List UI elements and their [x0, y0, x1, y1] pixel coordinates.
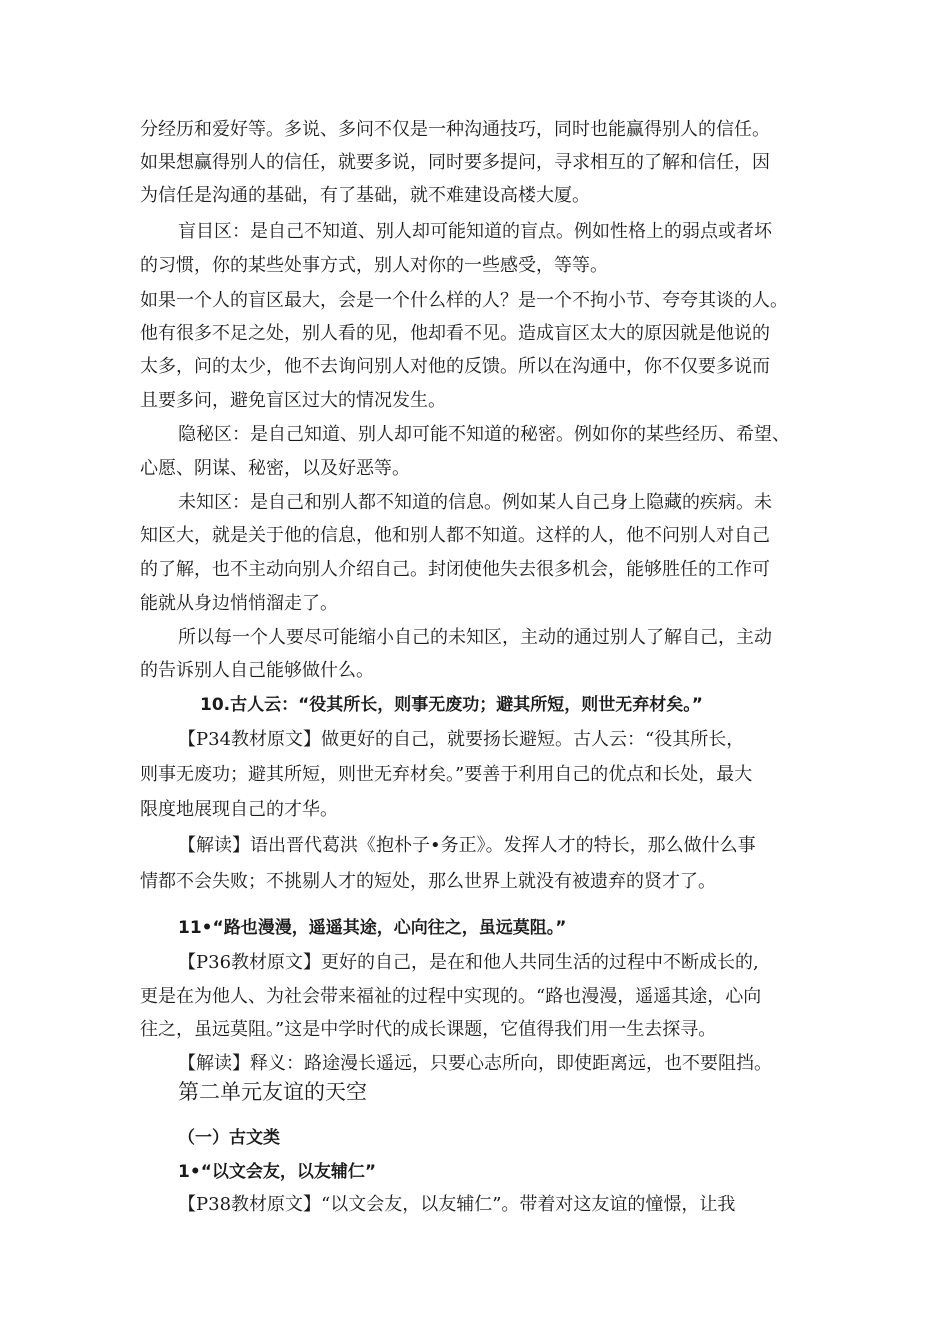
text-line: 隐秘区：是自己知道、别人却可能不知道的秘密。例如你的某些经历、希望、 — [178, 424, 790, 445]
text-line: 如果想赢得别人的信任，就要多说，同时要多提问，寻求相互的了解和信任，因 — [140, 152, 770, 173]
text-line: 太多，问的太少，他不去询问别人对他的反馈。所以在沟通中，你不仅要多说而 — [140, 356, 770, 377]
unit-title: 第二单元友谊的天空 — [178, 1080, 367, 1104]
text-line: 未知区：是自己和别人都不知道的信息。例如某人自己身上隐藏的疾病。未 — [178, 492, 772, 513]
text-line: 则事无废功；避其所短，则世无弃材矣。”要善于利用自己的优点和长处，最大 — [140, 764, 753, 785]
text-line: 他有很多不足之处，别人看的见，他却看不见。造成盲区太大的原因就是他说的 — [140, 323, 770, 344]
text-line: 的告诉别人自己能够做什么。 — [140, 660, 374, 681]
text-line: 【P38教材原文】“以文会友，以友辅仁”。带着对这友谊的憧憬，让我 — [178, 1194, 736, 1215]
text-line: 【解读】语出晋代葛洪《抱朴子•务正》。发挥人才的特长，那么做什么事 — [178, 835, 756, 856]
text-line: 盲目区：是自己不知道、别人却可能知道的盲点。例如性格上的弱点或者坏 — [178, 221, 772, 242]
text-line: 往之，虽远莫阻。”这是中学时代的成长课题，它值得我们用一生去探寻。 — [140, 1019, 717, 1040]
section-heading: 11•“路也漫漫，遥遥其途，心向往之，虽远莫阻。” — [178, 918, 567, 938]
text-line: 更是在为他人、为社会带来福祉的过程中实现的。“路也漫漫，遥遥其途，心向 — [140, 986, 762, 1007]
text-line: 情都不会失败；不挑剔人才的短处，那么世界上就没有被遗弃的贤才了。 — [140, 871, 716, 892]
text-line: 能就从身边悄悄溜走了。 — [140, 593, 338, 614]
text-line: 知区大，就是关于他的信息，他和别人都不知道。这样的人，他不问别人对自己 — [140, 525, 770, 546]
text-line: 的习惯，你的某些处事方式，别人对你的一些感受，等等。 — [140, 255, 608, 276]
text-line: 所以每一个人要尽可能缩小自己的未知区，主动的通过别人了解自己，主动 — [178, 627, 772, 648]
text-line: 心愿、阴谋、秘密，以及好恶等。 — [140, 458, 410, 479]
text-line: 【P36教材原文】更好的自己，是在和他人共同生活的过程中不断成长的, — [178, 952, 759, 973]
text-line: 【P34教材原文】做更好的自己，就要扬长避短。古人云：“役其所长， — [178, 729, 745, 750]
text-line: 如果一个人的盲区最大，会是一个什么样的人？是一个不拘小节、夸夸其谈的人。 — [140, 290, 788, 311]
section-heading: 10.古人云：“役其所长，则事无废功；避其所短，则世无弃材矣。” — [200, 695, 703, 715]
section-heading: 1•“以文会友，以友辅仁” — [178, 1162, 377, 1182]
text-line: 为信任是沟通的基础，有了基础，就不难建设高楼大厦。 — [140, 185, 590, 206]
text-line: 的了解，也不主动向别人介绍自己。封闭使他失去很多机会，能够胜任的工作可 — [140, 559, 770, 580]
text-line: 且要多问，避免盲区过大的情况发生。 — [140, 390, 446, 411]
text-line: 限度地展现自己的才华。 — [140, 799, 338, 820]
text-line: 分经历和爱好等。多说、多问不仅是一种沟通技巧，同时也能赢得别人的信任。 — [140, 119, 770, 140]
subsection-heading: （一）古文类 — [178, 1128, 280, 1148]
text-line: 【解读】释义：路途漫长遥远，只要心志所向，即使距离远，也不要阻挡。 — [178, 1053, 772, 1074]
